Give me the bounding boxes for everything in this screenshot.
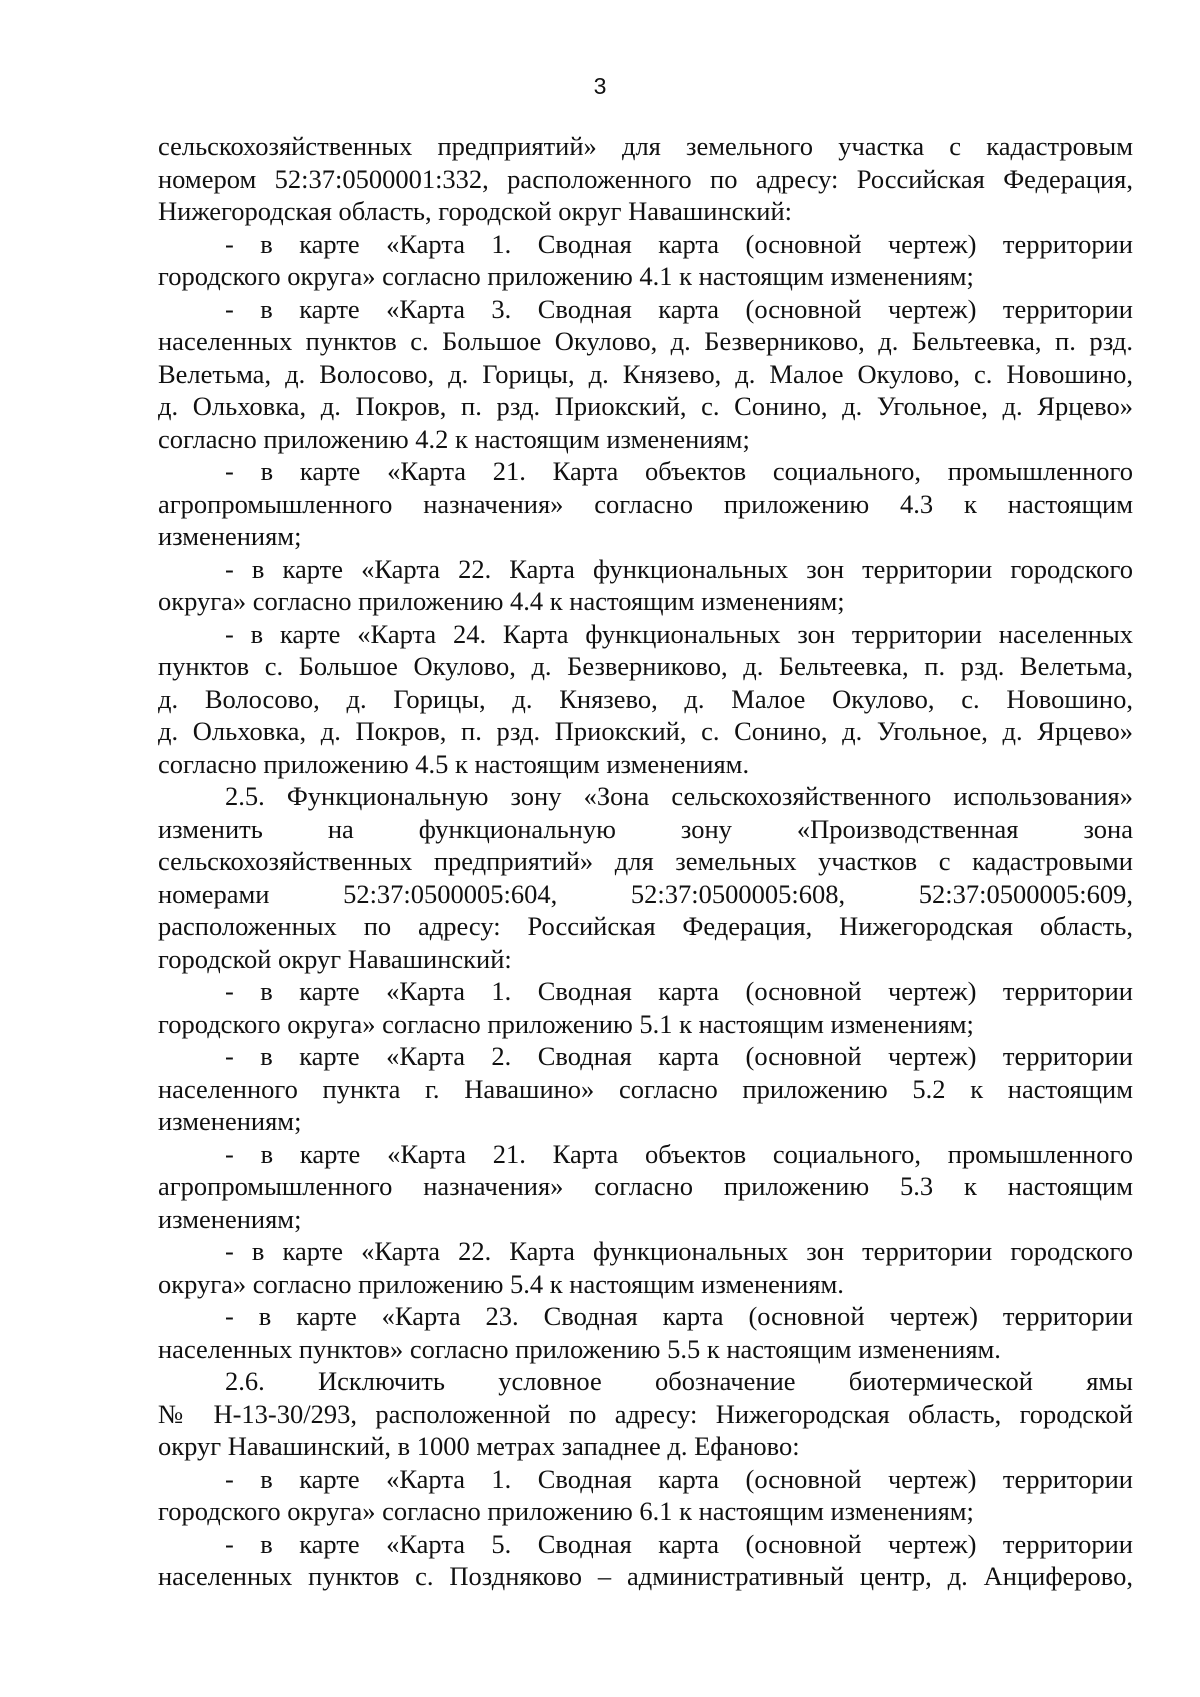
text-line: расположенных по адресу: Российская Федерация, Нижегородская область, — [158, 911, 1133, 941]
text-line: - в карте «Карта 1. Сводная карта (основной чертеж) территории — [225, 976, 1133, 1006]
page-number: 3 — [593, 73, 607, 99]
text-line: городского округа» согласно приложению 4.1 к настоящим изменениям; — [158, 261, 974, 291]
text-line: агропромышленного назначения» согласно приложению 4.3 к настоящим — [158, 488, 1133, 519]
text-line: округа» согласно приложению 4.4 к настоящим изменениям; — [158, 586, 845, 616]
text-line: городского округа» согласно приложению 5.1 к настоящим изменениям; — [158, 1008, 974, 1039]
text-line: - в карте «Карта 23. Сводная карта (основной чертеж) территории — [225, 1301, 1133, 1331]
document-body — [158, 130, 1133, 1593]
text-line: пунктов с. Большое Окулово, д. Безверниково, д. Бельтеевка, п. рзд. Велетьма, — [158, 651, 1133, 681]
text-line: населенного пункта г. Навашино» согласно приложению 5.2 к настоящим — [158, 1073, 1133, 1104]
text-line: изменениям; — [158, 521, 302, 551]
text-line: номером 52:37:0500001:332, расположенного по адресу: Российская Федерация, — [158, 163, 1133, 194]
text-line: агропромышленного назначения» согласно приложению 5.3 к настоящим — [158, 1171, 1133, 1201]
text-line: населенных пунктов с. Поздняково – административный центр, д. Анциферово, — [158, 1561, 1133, 1591]
text-line: округ Навашинский, в 1000 метрах западнее д. Ефаново: — [158, 1431, 800, 1461]
text-line: - в карте «Карта 22. Карта функциональных зон территории городского — [225, 1236, 1133, 1266]
text-line: изменить на функциональную зону «Производственная зона — [158, 813, 1133, 844]
text-line: - в карте «Карта 5. Сводная карта (основной чертеж) территории — [225, 1528, 1133, 1559]
text-line: № Н-13-30/293, расположенной по адресу: Нижегородская область, городской — [158, 1398, 1133, 1429]
text-line: городского округа» согласно приложению 6.1 к настоящим изменениям; — [158, 1496, 974, 1526]
text-line: номерами 52:37:0500005:604, 52:37:0500005:608, 52:37:0500005:609, — [158, 878, 1133, 909]
text-line: - в карте «Карта 22. Карта функциональных зон территории городского — [225, 553, 1133, 584]
text-line: 2.6. Исключить условное обозначение биотермической ямы — [225, 1366, 1133, 1396]
text-line: Велетьма, д. Волосово, д. Горицы, д. Князево, д. Малое Окулово, с. Новошино, — [158, 358, 1133, 389]
text-line: д. Волосово, д. Горицы, д. Князево, д. Малое Окулово, с. Новошино, — [158, 683, 1133, 714]
text-line: - в карте «Карта 3. Сводная карта (основной чертеж) территории — [225, 293, 1133, 324]
text-line: городской округ Навашинский: — [158, 943, 512, 974]
text-line: - в карте «Карта 2. Сводная карта (основной чертеж) территории — [225, 1041, 1133, 1071]
text-line: изменениям; — [158, 1106, 302, 1136]
text-line: - в карте «Карта 24. Карта функциональных зон территории населенных — [225, 618, 1133, 649]
text-line: сельскохозяйственных предприятий» для земельных участков с кадастровыми — [158, 846, 1133, 876]
text-line: населенных пунктов с. Большое Окулово, д. Безверниково, д. Бельтеевка, п. рзд. — [158, 326, 1133, 356]
text-line: согласно приложению 4.2 к настоящим изменениям; — [158, 423, 750, 454]
text-line: изменениям; — [158, 1203, 302, 1234]
text-line: округа» согласно приложению 5.4 к настоящим изменениям. — [158, 1268, 844, 1299]
text-line: Нижегородская область, городской округ Навашинский: — [158, 196, 793, 226]
text-line: д. Ольховка, д. Покров, п. рзд. Приокский, с. Сонино, д. Угольное, д. Ярцево» — [158, 716, 1133, 746]
text-line: - в карте «Карта 1. Сводная карта (основной чертеж) территории — [225, 228, 1133, 259]
text-line: населенных пунктов» согласно приложению 5.5 к настоящим изменениям. — [158, 1333, 1001, 1364]
text-line: - в карте «Карта 1. Сводная карта (основной чертеж) территории — [225, 1463, 1133, 1494]
text-line: - в карте «Карта 21. Карта объектов социального, промышленного — [225, 1138, 1133, 1169]
text-line: д. Ольховка, д. Покров, п. рзд. Приокский, с. Сонино, д. Угольное, д. Ярцево» — [158, 391, 1133, 421]
text-line: 2.5. Функциональную зону «Зона сельскохозяйственного использования» — [225, 781, 1133, 811]
text-line: сельскохозяйственных предприятий» для земельного участка с кадастровым — [158, 131, 1133, 161]
text-line: - в карте «Карта 21. Карта объектов социального, промышленного — [225, 456, 1133, 486]
text-line: согласно приложению 4.5 к настоящим изменениям. — [158, 748, 750, 779]
